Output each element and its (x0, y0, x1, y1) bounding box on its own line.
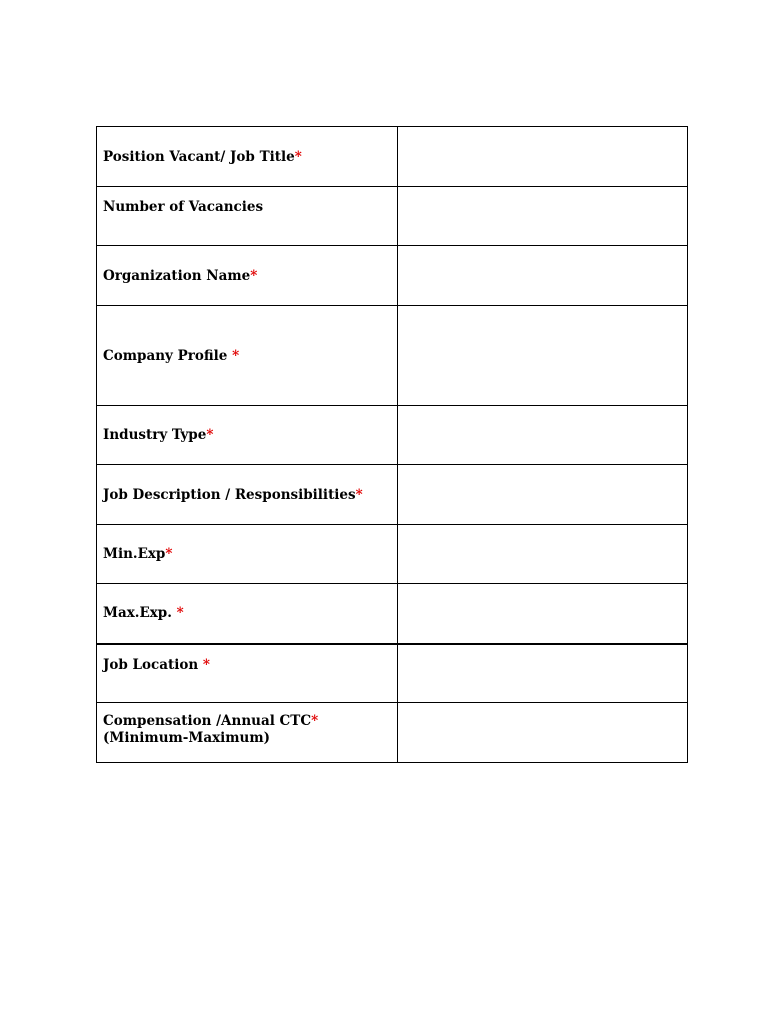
max-exp-label: Max.Exp. (103, 605, 177, 622)
organization-value-cell[interactable] (398, 246, 688, 306)
required-mark: * (355, 486, 363, 503)
form-row-vacancies (97, 187, 688, 246)
company-profile-label-cell (97, 306, 398, 406)
compensation-sublabel: (Minimum-Maximum) (103, 730, 271, 746)
max-exp-label-cell (97, 584, 398, 644)
required-mark: * (232, 347, 240, 364)
compensation-label-cell (97, 703, 398, 763)
required-mark: * (165, 546, 173, 562)
form-row-min-exp (97, 525, 688, 584)
job-title-value-cell[interactable] (398, 127, 688, 187)
organization-label: Organization Name (103, 267, 251, 284)
job-description-value-cell[interactable] (398, 465, 688, 525)
industry-type-value-cell[interactable] (398, 406, 688, 465)
compensation-value-cell[interactable] (398, 703, 688, 763)
job-location-label: Job Location (103, 656, 203, 673)
job-description-label-cell (97, 465, 398, 525)
company-profile-value-cell[interactable] (398, 306, 688, 406)
form-row-industry-type (97, 406, 688, 465)
vacancies-label: Number of Vacancies (103, 199, 264, 215)
required-mark: * (202, 656, 210, 673)
required-mark: * (250, 267, 258, 284)
industry-type-label-cell (97, 406, 398, 465)
required-mark: * (311, 713, 319, 729)
job-location-value-cell[interactable] (398, 644, 688, 703)
company-profile-label: Company Profile (103, 347, 233, 364)
form-row-job-description (97, 465, 688, 525)
required-mark: * (176, 605, 184, 622)
form-row-job-location (97, 644, 688, 703)
required-mark: * (206, 427, 214, 443)
industry-type-label: Industry Type (103, 427, 207, 443)
form-row-max-exp (97, 584, 688, 644)
form-row-compensation (97, 703, 688, 763)
vacancies-label-cell (97, 187, 398, 246)
vacancies-value-cell[interactable] (398, 187, 688, 246)
form-row-job-title (97, 127, 688, 187)
job-title-label-cell (97, 127, 398, 187)
job-location-label-cell (97, 644, 398, 703)
form-row-company-profile (97, 306, 688, 406)
job-posting-form-table (96, 126, 688, 763)
job-title-label: Position Vacant/ Job Title (103, 148, 295, 165)
organization-label-cell (97, 246, 398, 306)
min-exp-label-cell (97, 525, 398, 584)
job-description-label: Job Description / Responsibilities (103, 486, 356, 503)
min-exp-label: Min.Exp (103, 546, 166, 562)
min-exp-value-cell[interactable] (398, 525, 688, 584)
form-row-organization (97, 246, 688, 306)
compensation-label: Compensation /Annual CTC (103, 713, 312, 729)
required-mark: * (294, 148, 302, 165)
max-exp-value-cell[interactable] (398, 584, 688, 644)
